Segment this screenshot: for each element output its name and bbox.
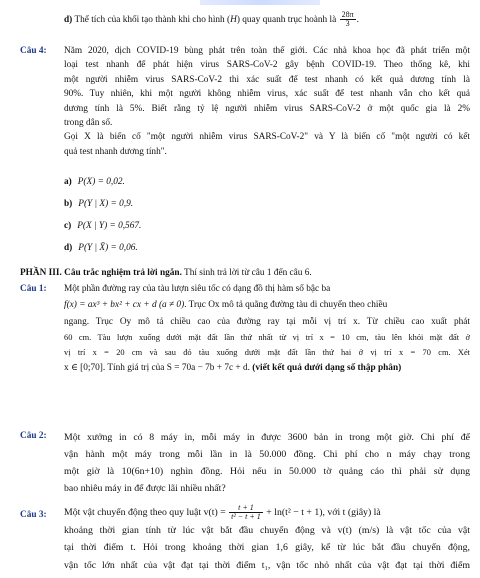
question-4-option-c: c) P(X | Y) = 0,567.	[64, 221, 142, 231]
part-3-heading: PHẦN III. Câu trắc nghiệm trả lời ngắn. Thí sinh trả lời từ câu 1 đến câu 6.	[20, 268, 312, 278]
fraction-28pi-3: $\frac{28\pi}{3}$	[341, 10, 354, 29]
question-1-label: Câu 1:	[20, 284, 47, 294]
question-4-option-d: d) P(Y | X̄) = 0,06.	[64, 243, 138, 253]
question-2-label: Câu 2:	[20, 431, 47, 441]
watermark-logo	[200, 0, 320, 5]
fraction-velocity: $\frac{t + 1}{\text{t² − t + 1}}$	[231, 503, 261, 522]
prev-item-d: d) Thể tích của khối tạo thành khi cho hình (H) quay quanh trục hoành là $\frac{28\pi}{3}$ .	[64, 10, 359, 29]
question-3-label: Câu 3:	[20, 510, 47, 520]
question-4-option-a: a) P(X) = 0,02.	[64, 177, 125, 187]
question-3-text: Một vật chuyển động theo quy luật v(t) = $\frac{t + 1}{\text{t² − t + 1}}$ + ln(t² − t + 1), với t (giây) là khoảng thời gian tính từ lúc vật bắt đầu chuyển động và v(t) (m/s) là vật tốc của vật tại thời điểm t. Hỏi trong khoảng thời gian 1,6 giây, kể từ lúc bắt đầu chuyển động, vận tốc lớn nhất của vật đạt tại thời điểm t₁, vận tốc nhỏ nhất của vật đạt tại thời điểm	[64, 503, 470, 571]
question-1-text: Một phần đường ray của tàu lượn siêu tốc có dạng đồ thị hàm số bậc ba f(x) = ax³ + bx² + cx + d (a ≠ 0). Trục Ox mô tả quãng đường tàu di chuyển theo chiều ngang. Trục Oy mô tả chiều cao của đường ray tại mỗi vị trí x. Từ chiều cao xuất phát 60 cm. Tàu lượn xuống dưới mặt đất lần thứ nhất từ vị trí x = 10 cm, tàu lên khỏi mặt đất ở vị trí x = 20 cm và sau đó tàu xuống dưới mặt đất lần thứ hai ở vị trí x = 70 cm. Xét x ∈ [0;70]. Tính giá trị của S = 70a − 7b + 7c + d. (viết kết quả dưới dạng số thập phân)	[64, 284, 470, 374]
question-4-text: Năm 2020, dịch COVID-19 bùng phát trên toàn thế giới. Các nhà khoa học đã phát triển một loại test nhanh để phát hiện virus SARS-CoV-2 gây bệnh COVID-19. Theo thống kê, khi một người nhiễm virus SARS-CoV-2 thì xác suất để test nhanh có kết quả dương tính là 90%. Tuy nhiên, khi một người không nhiễm virus, xác suất để test nhanh vẫn cho kết quả dương tính là 5%. Biết rằng tỷ lệ người nhiễm virus SARS-CoV-2 ở một quốc gia là 2% trong dân số. Gọi X là biến cố "một người nhiễm virus SARS-CoV-2" và Y là biến cố "một người có kết quả test nhanh dương tính".	[64, 46, 470, 157]
question-4-option-b: b) P(Y | X) = 0,9.	[64, 199, 134, 209]
question-2-text: Một xưởng in có 8 máy in, mỗi máy in được 3600 bản in trong một giờ. Chi phí để vận hành một máy trong mỗi lần in là 50.000 đồng. Chi phí cho n máy chạy trong một giờ là 10(6n+10) nghìn đồng. Hỏi nếu in 50.000 tờ quảng cáo thì phải sử dụng bao nhiêu máy in để được lãi nhiều nhất?	[64, 432, 470, 495]
question-4-label: Câu 4:	[20, 46, 47, 56]
